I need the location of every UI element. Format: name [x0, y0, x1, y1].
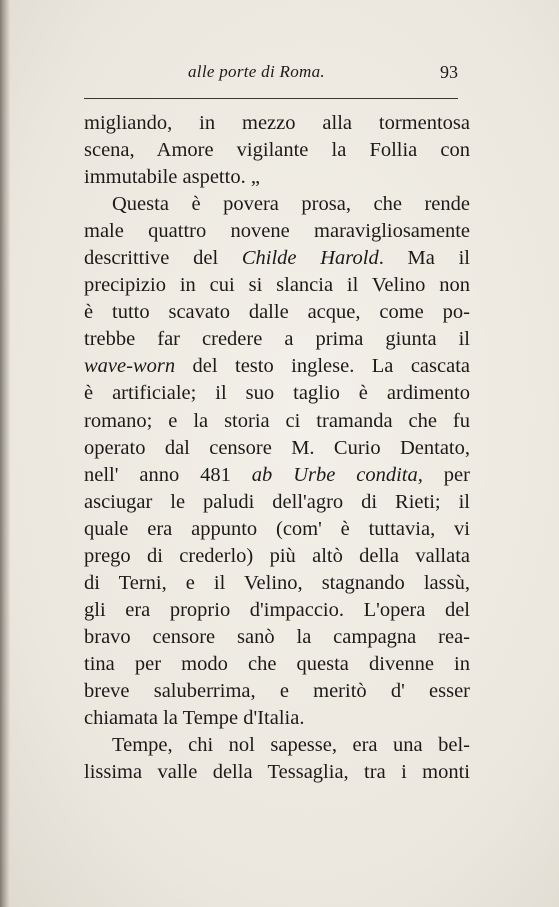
text-line — [84, 462, 470, 489]
text-run: asciugar le paludi dell'agro di Rieti; il — [84, 490, 470, 513]
text-line — [84, 272, 470, 299]
text-line — [84, 380, 470, 407]
header-rule — [84, 98, 458, 99]
text-run: . Ma il — [378, 247, 470, 270]
text-line — [84, 299, 470, 326]
text-run: Questa è povera prosa, che rende — [112, 193, 470, 216]
text-run: male quattro novene maravigliosamente — [84, 220, 470, 243]
italic-title: Childe Harold — [241, 247, 379, 270]
text-run: chiamata la Tempe d'Italia. — [84, 707, 305, 730]
text-run: per — [422, 463, 470, 486]
text-run: operato dal censore M. Curio Dentato, — [84, 436, 470, 459]
text-line — [84, 218, 470, 245]
text-run: gli era proprio d'impaccio. L'opera del — [84, 598, 470, 621]
text-line — [84, 489, 470, 516]
text-line — [84, 408, 470, 435]
text-run: è tutto scavato dalle acque, come po- — [84, 301, 470, 324]
text-line — [84, 245, 470, 272]
text-line — [84, 110, 470, 137]
text-line — [84, 597, 470, 624]
text-run: scena, Amore vigilante la Follia con — [84, 139, 470, 162]
text-run: di Terni, e il Velino, stagnando lassù, — [84, 571, 470, 594]
text-run: breve saluberrima, e meritò d' esser — [84, 679, 470, 702]
text-run: bravo censore sanò la campagna rea- — [84, 625, 470, 648]
text-line — [84, 191, 470, 218]
text-line — [84, 137, 470, 164]
text-line — [84, 651, 470, 678]
text-run: Tempe, chi nol sapesse, era una bel- — [112, 734, 470, 757]
text-run: quale era appunto (com' è tuttavia, vi — [84, 517, 470, 540]
text-line — [84, 326, 470, 353]
body-text — [84, 110, 470, 786]
text-line — [84, 732, 470, 759]
text-line — [84, 678, 470, 705]
text-run: trebbe far credere a prima giunta il — [84, 328, 470, 351]
text-line — [84, 435, 470, 462]
text-line — [84, 570, 470, 597]
text-run: precipizio in cui si slancia il Velino non — [84, 274, 470, 297]
running-head — [84, 62, 458, 88]
text-line — [84, 164, 470, 191]
text-run: nell' anno 481 — [84, 463, 252, 486]
page-number: 93 — [440, 62, 458, 82]
text-line — [84, 353, 470, 380]
text-line — [84, 624, 470, 651]
text-run: del testo inglese. La cascata — [175, 355, 470, 378]
text-run: romano; e la storia ci tramanda che fu — [84, 409, 470, 432]
text-run: tina per modo che questa divenne in — [84, 652, 470, 675]
text-run: lissima valle della Tessaglia, tra i monti — [84, 761, 470, 784]
text-line — [84, 516, 470, 543]
text-line — [84, 705, 470, 732]
text-run: immutabile aspetto. „ — [84, 166, 260, 189]
text-run: prego di crederlo) più altò della vallata — [84, 544, 470, 567]
text-line — [84, 759, 470, 786]
text-line — [84, 543, 470, 570]
page-binding-edge — [0, 0, 10, 907]
running-title: alle porte di Roma. — [188, 62, 325, 81]
italic-latin-phrase: ab Urbe condita, — [251, 463, 423, 486]
text-run: descrittive del — [84, 247, 242, 270]
text-run: migliando, in mezzo alla tormentosa — [84, 112, 470, 134]
text-run: è artificiale; il suo taglio è ardimento — [84, 382, 470, 405]
italic-term: wave-worn — [84, 355, 176, 378]
